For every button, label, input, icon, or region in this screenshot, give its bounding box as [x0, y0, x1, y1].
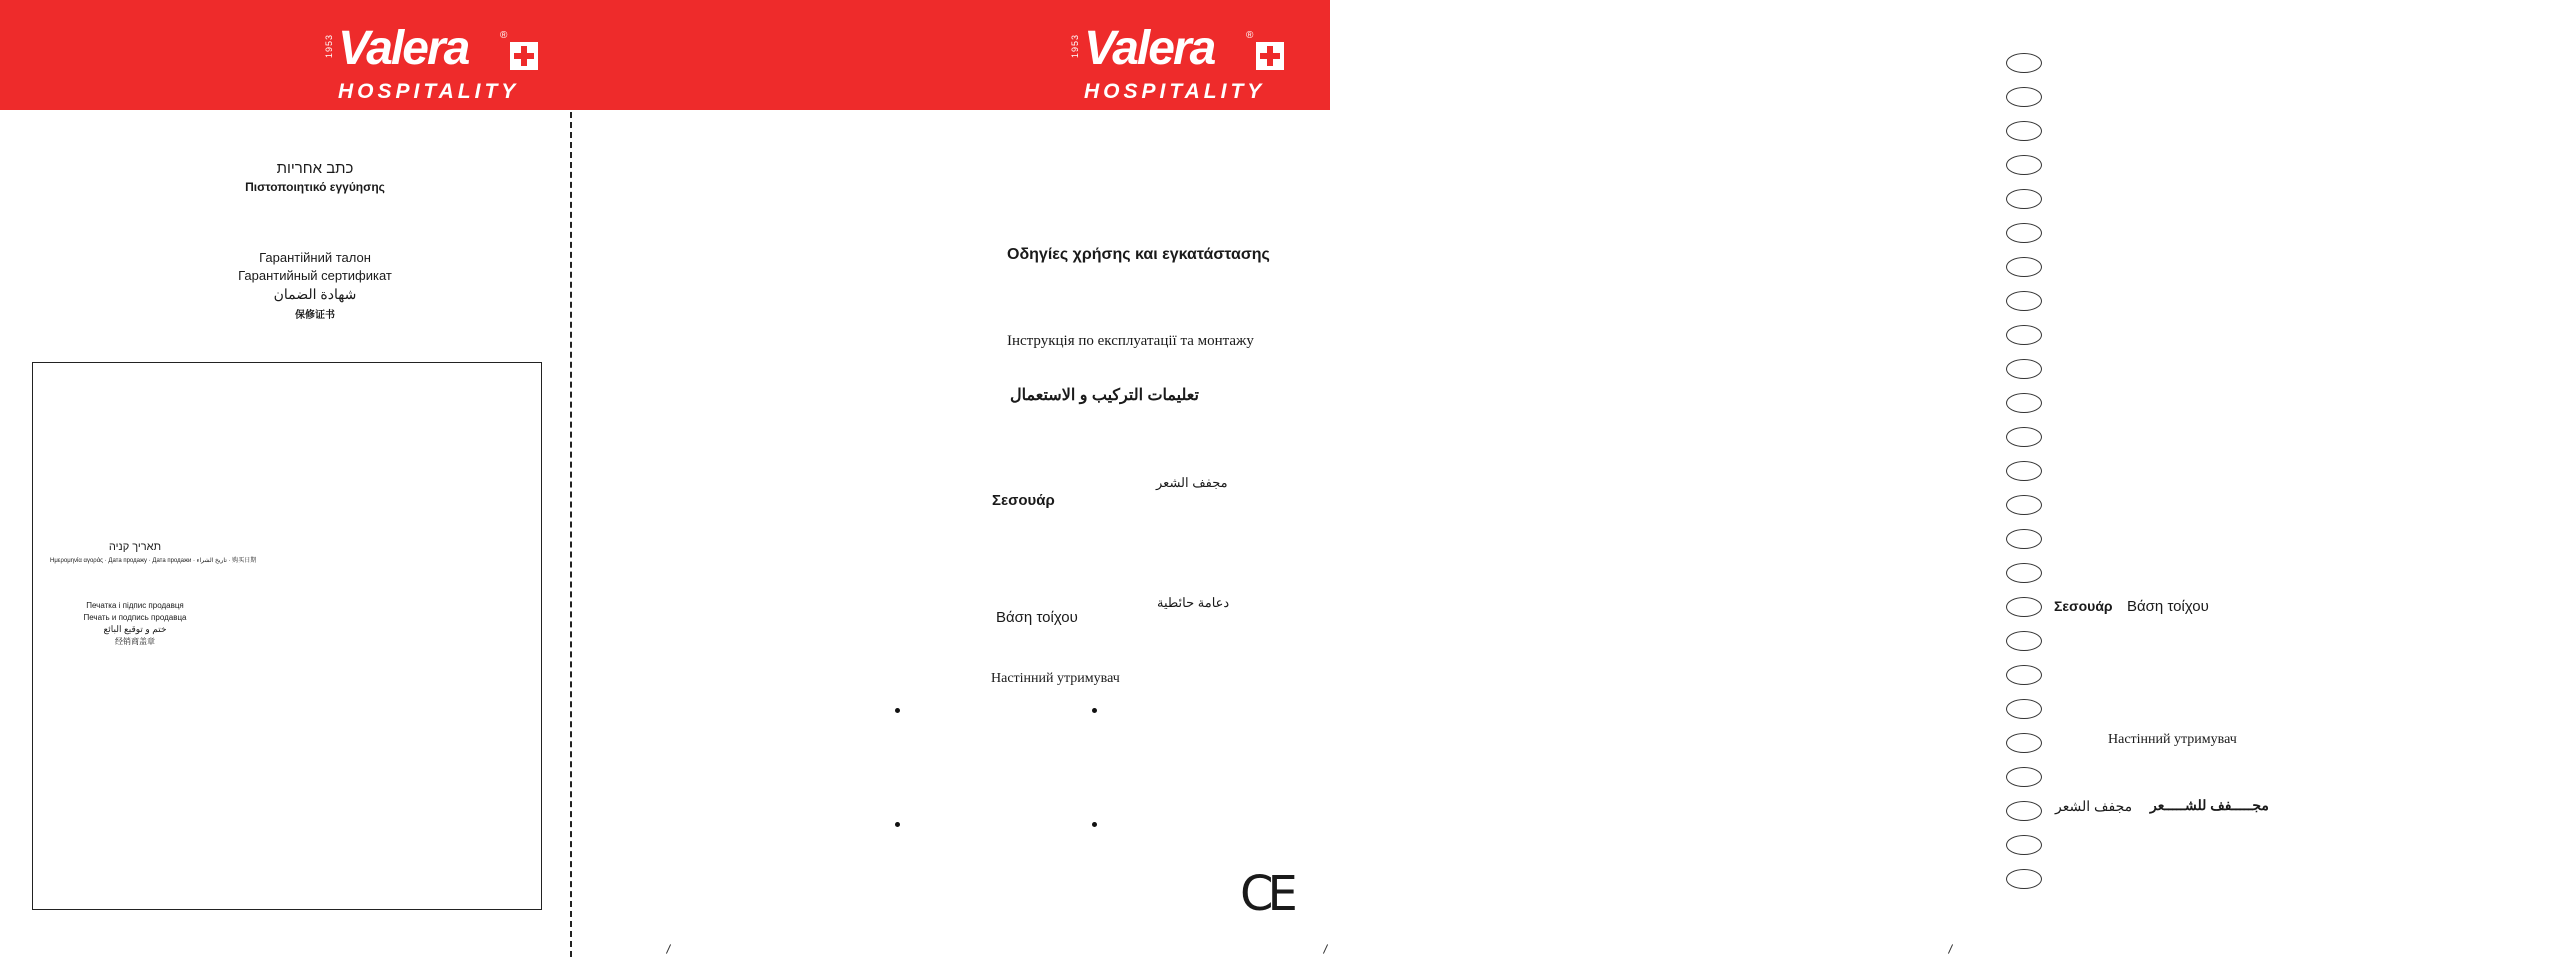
language-oval [2006, 359, 2042, 379]
arabic-hairdryer-label: مجفف الشعر [1156, 475, 1228, 490]
language-oval [2006, 733, 2042, 753]
language-oval [2006, 393, 2042, 413]
right-greek-holder: Βάση τοίχου [2127, 598, 2209, 615]
language-oval [2006, 665, 2042, 685]
warranty-title-chinese: 保修证书 [295, 310, 335, 321]
logo-reg: ® [500, 30, 508, 41]
right-arabic-hairdryer-b: مجـــــفف للشـــــعر [2150, 797, 2269, 813]
logo-brand: Valera [1084, 22, 1215, 75]
swiss-cross-icon [510, 42, 538, 70]
greek-holder-label: Βάση τοίχου [996, 609, 1078, 626]
language-oval [2006, 155, 2042, 175]
language-oval [2006, 427, 2042, 447]
bullet-dot [895, 708, 900, 713]
bullet-dot [1092, 822, 1097, 827]
ukrainian-instructions-title: Інструкція по експлуатації та монтажу [1007, 333, 1254, 349]
language-oval [2006, 767, 2042, 787]
seller-stamp-arabic: ختم و توقيع البائع [103, 624, 167, 634]
language-oval [2006, 699, 2042, 719]
language-oval [2006, 325, 2042, 345]
purchase-date-small: Ημερομηνία αγοράς · Дата продажу · Дата продажи · تاريخ الشراء · 购买日期 [50, 558, 257, 564]
language-oval [2006, 87, 2042, 107]
language-oval [2006, 257, 2042, 277]
right-ukrainian-holder: Настінний утримувач [2108, 732, 2237, 747]
logo-reg: ® [1246, 30, 1254, 41]
bullet-dot [895, 822, 900, 827]
seller-stamp-chinese: 经销商盖章 [115, 637, 155, 646]
language-oval [2006, 495, 2042, 515]
language-oval [2006, 189, 2042, 209]
ce-mark-icon: CE [1240, 866, 1292, 922]
seller-stamp-ukr: Печатка і підпис продавця [86, 601, 184, 610]
warranty-title-ukrainian: Гарантійний талон [259, 250, 371, 265]
swiss-cross-icon [1256, 42, 1284, 70]
cut-line [570, 112, 572, 957]
warranty-title-russian: Гарантийный сертификат [238, 268, 392, 283]
warranty-title-hebrew: כתב אחריות [276, 160, 354, 177]
logo-sub: HOSPITALITY [1084, 80, 1266, 103]
arabic-instructions-title: تعليمات التركيب و الاستعمال [1010, 387, 1199, 404]
language-oval [2006, 53, 2042, 73]
language-oval [2006, 835, 2042, 855]
language-oval [2006, 631, 2042, 651]
crop-mark [1948, 944, 1953, 953]
language-oval [2006, 291, 2042, 311]
seller-stamp-rus: Печать и подпись продавца [83, 613, 187, 622]
purchase-date-label: תאריך קניה [108, 541, 162, 553]
language-oval [2006, 121, 2042, 141]
crop-mark [666, 944, 671, 953]
ukrainian-holder-label: Настінний утримувач [991, 671, 1120, 686]
language-oval [2006, 529, 2042, 549]
logo-year: 1953 [324, 34, 334, 59]
language-oval [2006, 597, 2042, 617]
language-oval [2006, 223, 2042, 243]
right-greek-hairdryer: Σεσουάρ [2054, 598, 2113, 614]
bullet-dot [1092, 708, 1097, 713]
language-oval [2006, 801, 2042, 821]
greek-hairdryer-label: Σεσουάρ [992, 492, 1055, 509]
crop-mark [1323, 944, 1328, 953]
warranty-title-arabic: شهادة الضمان [273, 286, 357, 302]
logo-sub: HOSPITALITY [338, 80, 520, 103]
language-oval [2006, 461, 2042, 481]
warranty-title-greek: Πιστοποιητικό εγγύησης [245, 180, 385, 194]
language-oval [2006, 869, 2042, 889]
right-arabic-hairdryer-a: مجفف الشعر [2055, 798, 2133, 814]
arabic-holder-label: دعامة حائطية [1157, 595, 1230, 610]
language-oval [2006, 563, 2042, 583]
logo-brand: Valera [338, 22, 469, 75]
logo-year: 1953 [1070, 34, 1080, 59]
greek-instructions-title: Οδηγίες χρήσης και εγκατάστασης [1007, 246, 1270, 263]
